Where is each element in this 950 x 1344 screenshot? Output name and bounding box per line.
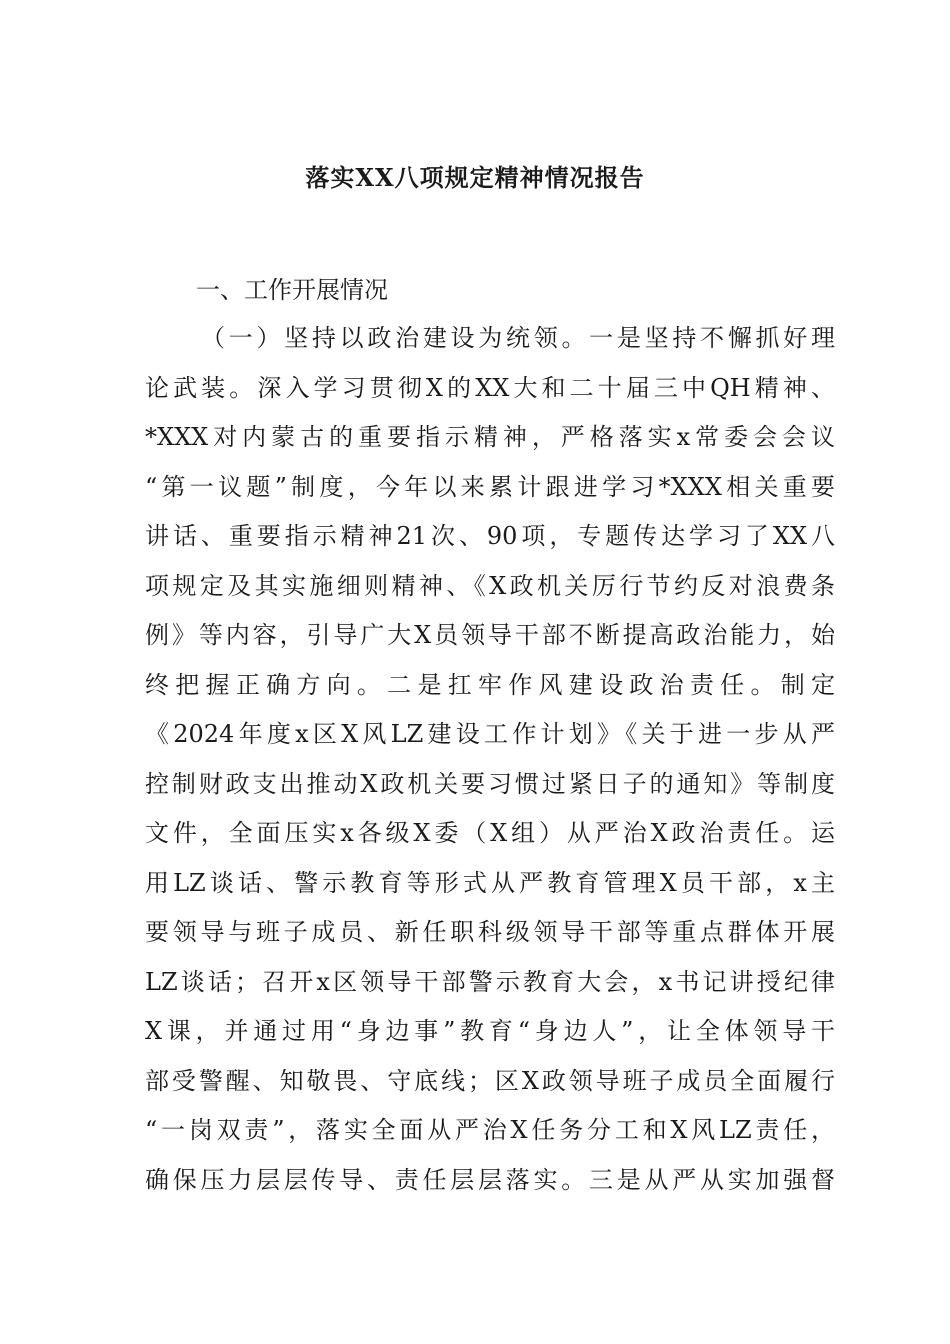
paragraph-line: LZ谈话；召开x区领导干部警示教育大会，x书记讲授纪律 xyxy=(145,967,835,996)
paragraph-line: “第一议题”制度，今年以来累计跟进学习*XXX相关重要 xyxy=(145,472,835,501)
paragraph-line: 终把握正确方向。二是扛牢作风建设政治责任。制定 xyxy=(145,670,835,699)
paragraph-line: *XXX对内蒙古的重要指示精神，严格落实x常委会会议 xyxy=(145,423,835,451)
paragraph-line: 要领导与班子成员、新任职科级领导干部等重点群体开展 xyxy=(145,918,835,946)
paragraph-line: 论武装。深入学习贯彻X的XX大和二十届三中QH精神、 xyxy=(145,373,835,402)
paragraph-line: 项规定及其实施细则精神、《X政机关厉行节约反对浪费条 xyxy=(145,571,835,600)
paragraph-line: （一）坚持以政治建设为统领。一是坚持不懈抓好理 xyxy=(201,324,835,352)
paragraph-line: “一岗双责”，落实全面从严治X任务分工和X风LZ责任， xyxy=(145,1116,835,1144)
paragraph-line: 部受警醒、知敬畏、守底线；区X政领导班子成员全面履行 xyxy=(145,1066,835,1095)
paragraph-line: 《2024年度x区X风LZ建设工作计划》《关于进一步从严 xyxy=(145,720,835,748)
section-heading: 一、工作开展情况 xyxy=(196,276,388,304)
paragraph-line: X课，并通过用“身边事”教育“身边人”，让全体领导干 xyxy=(145,1017,835,1045)
paragraph-line: 文件，全面压实x各级X委（X组）从严治X政治责任。运 xyxy=(145,819,835,847)
paragraph-line: 讲话、重要指示精神21次、90项，专题传达学习了XX八 xyxy=(145,522,835,550)
paragraph-line: 用LZ谈话、警示教育等形式从严教育管理X员干部，x主 xyxy=(145,868,835,897)
paragraph-line: 控制财政支出推动X政机关要习惯过紧日子的通知》等制度 xyxy=(145,769,835,798)
paragraph-line: 例》等内容，引导广大X员领导干部不断提高政治能力，始 xyxy=(145,621,835,649)
document-title: 落实XX八项规定精神情况报告 xyxy=(305,163,645,192)
body-paragraph xyxy=(145,320,835,1211)
paragraph-line: 确保压力层层传导、责任层层落实。三是从严从实加强督 xyxy=(145,1165,835,1194)
